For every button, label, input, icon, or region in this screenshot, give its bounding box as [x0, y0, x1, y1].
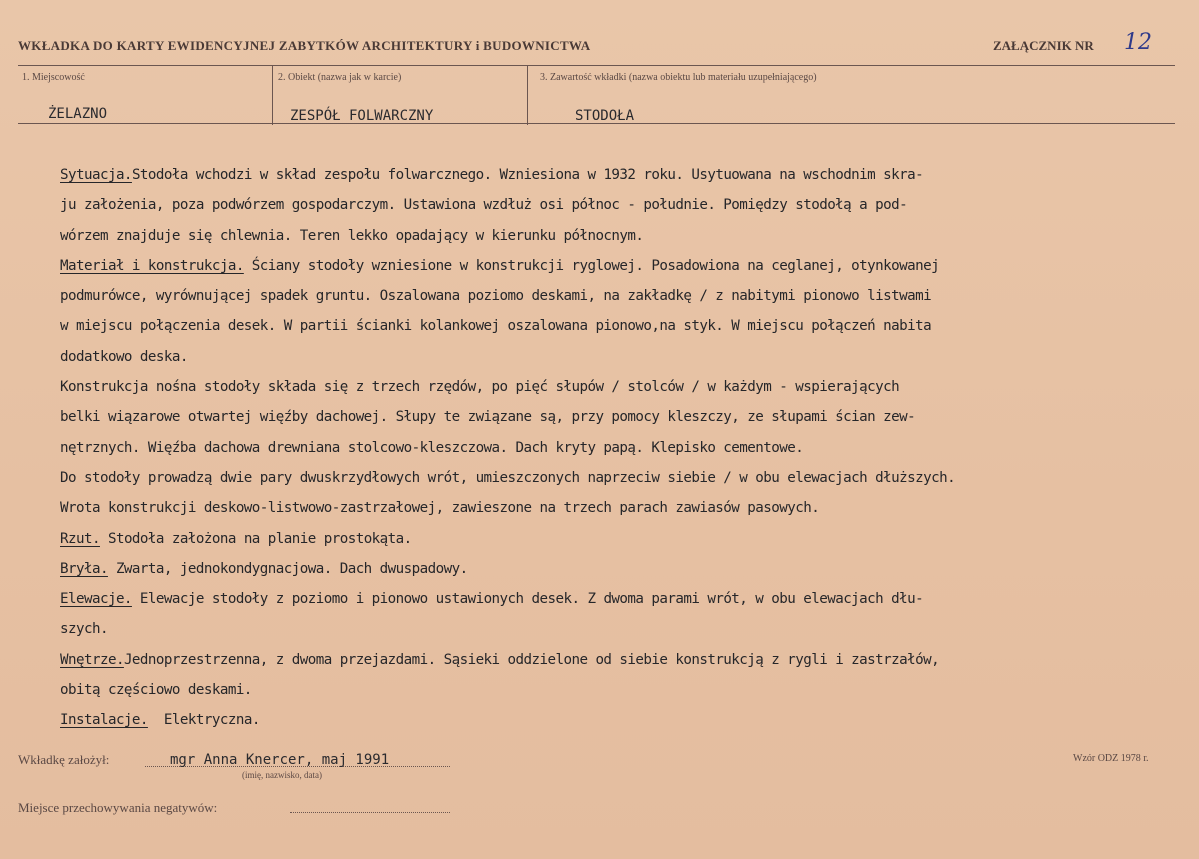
form-version: Wzór ODZ 1978 r. [1073, 753, 1149, 764]
description-text [60, 160, 1190, 736]
instalacje-text: Elektryczna. [147, 712, 260, 729]
heading-elewacje: Elewacje. [60, 591, 132, 608]
heading-rzut: Rzut. [60, 530, 100, 547]
sytuacja-line-3: wórzem znajduje się chlewnia. Teren lekko opadający w kierunku północnym. [60, 227, 644, 244]
sytuacja-line-2: ju założenia, poza podwórzem gospodarczym. Ustawiona wzdłuż osi północ - południe. Pomiędzy stodołą a pod- [60, 197, 908, 214]
content-value: STODOŁA [575, 108, 635, 124]
material-line-4: dodatkowo deska. [60, 348, 188, 365]
object-value: ZESPÓŁ FOLWARCZNY [290, 108, 434, 124]
konstrukcja-line-1: Konstrukcja nośna stodoły składa się z trzech rzędów, po pięć słupów / stolców / w każdym - wspierających [60, 379, 900, 396]
heading-instalacje: Instalacje. [60, 712, 148, 729]
place-caption: 1. Miejscowość [22, 72, 85, 83]
attachment-label: ZAŁĄCZNIK NR [993, 38, 1094, 53]
attachment-number: 12 [1124, 30, 1152, 55]
sytuacja-line-1: Stodoła wchodzi w skład zespołu folwarcznego. Wzniesiona w 1932 roku. Usytuowana na wschodnim skra- [131, 167, 924, 183]
material-line-1: Ściany stodoły wzniesione w konstrukcji ryglowej. Posadowiona na ceglanej, otynkowanej [243, 257, 940, 274]
material-line-2: podmurówce, wyrównującej spadek gruntu. Oszalowana poziomo deskami, na zakładkę / z nabitymi pionowo listwami [60, 288, 932, 305]
heading-sytuacja: Sytuacja. [60, 167, 132, 183]
konstrukcja-line-2: belki wiązarowe otwartej więźby dachowej. Słupy te związane są, przy pomocy kleszczy, ze słupami ścian zew- [60, 409, 916, 426]
field-divider-1 [272, 65, 273, 125]
form-title: WKŁADKA DO KARTY EWIDENCYJNEJ ZABYTKÓW ARCHITEKTURY i BUDOWNICTWA [18, 38, 591, 53]
field-divider-2 [527, 65, 528, 125]
place-value: ŻELAZNO [48, 106, 108, 122]
rzut-text: Stodoła założona na planie prostokąta. [99, 530, 412, 547]
negatives-dotted-line [290, 812, 450, 813]
wrota-line-2: Wrota konstrukcji deskowo-listwowo-zastrzałowej, zawieszone na trzech parach zawiasów pasowych. [60, 500, 820, 517]
elewacje-line-1: Elewacje stodoły z poziomo i pionowo ustawionych desek. Z dwoma parami wrót, w obu elewacjach dłu- [131, 591, 924, 608]
wnetrze-line-2: obitą częściowo deskami. [60, 682, 252, 699]
author-label: Wkładkę założył: [18, 752, 110, 767]
heading-wnetrze: Wnętrze. [60, 651, 124, 668]
wnetrze-line-1: Jednoprzestrzenna, z dwoma przejazdami. Sąsieki oddzielone od siebie konstrukcją z rygli i zastrzałów, [123, 651, 940, 668]
heading-bryla: Bryła. [60, 560, 108, 577]
elewacje-line-2: szych. [60, 621, 108, 638]
heading-material: Materiał i konstrukcja. [60, 257, 244, 274]
negatives-label: Miejsce przechowywania negatywów: [18, 800, 218, 815]
author-caption: (imię, nazwisko, data) [242, 770, 322, 780]
header-top-rule [18, 65, 1175, 66]
wrota-line-1: Do stodoły prowadzą dwie pary dwuskrzydłowych wrót, umieszczonych naprzeciw siebie / w obu elewacjach dłuższych. [60, 469, 956, 486]
material-line-3: w miejscu połączenia desek. W partii ścianki kolankowej oszalowana pionowo,na styk. W miejscu połączeń nabita [60, 318, 932, 335]
content-caption: 3. Zawartość wkładki (nazwa obiektu lub materiału uzupełniającego) [540, 72, 817, 83]
author-value: mgr Anna Knercer, maj 1991 [170, 752, 390, 768]
object-caption: 2. Obiekt (nazwa jak w karcie) [278, 72, 402, 83]
konstrukcja-line-3: nętrznych. Więźba dachowa drewniana stolcowo-kleszczowa. Dach kryty papą. Klepisko cementowe. [60, 439, 804, 456]
bryla-text: Zwarta, jednokondygnacjowa. Dach dwuspadowy. [107, 560, 468, 577]
